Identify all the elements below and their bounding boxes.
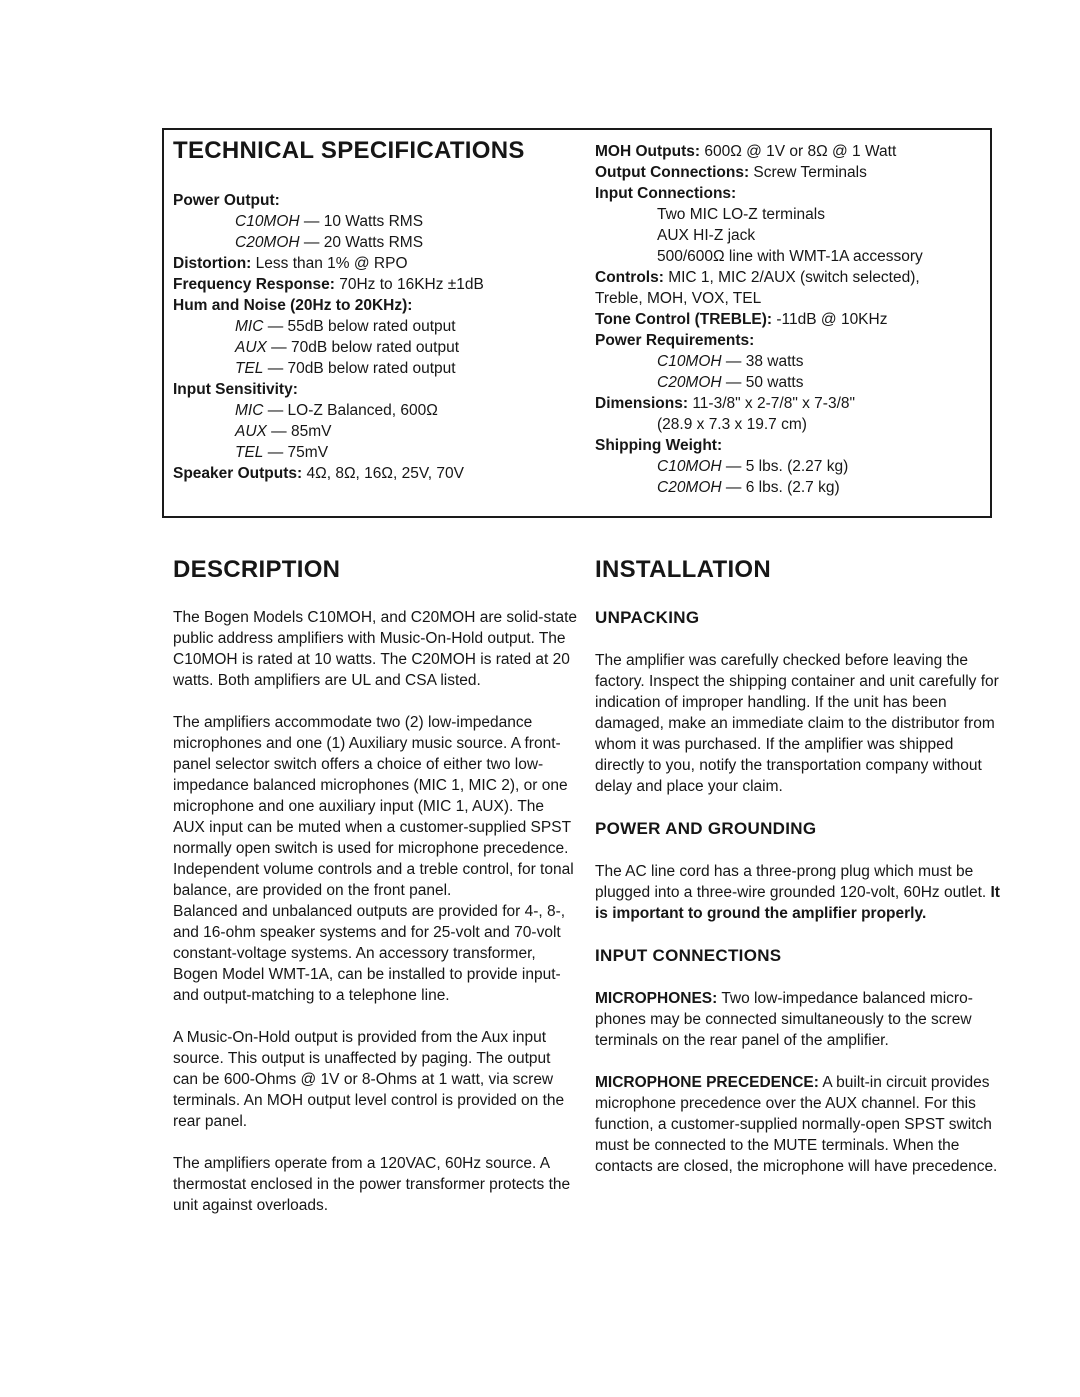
spec-line [173, 379, 573, 400]
spec-line [173, 316, 573, 337]
description-paragraph-3: Balanced and unbalanced outputs are provided for 4-, 8-, and 16-ohm speaker systems and for 25-volt and 70-volt constant-voltage systems. An accessory transformer, Bogen Model WMT-1A, can be installed to provide input- and output-matching to a telephone line. [173, 903, 566, 1004]
power-grounding-body: The AC line cord has a three-prong plug which must be plugged into a three-wire grounded 120-volt, 60Hz outlet. [595, 863, 991, 901]
spec-value: AUX HI-Z jack [657, 227, 756, 244]
spec-line [173, 358, 573, 379]
spec-line [595, 141, 990, 162]
spec-line [173, 442, 573, 463]
spec-line [173, 253, 573, 274]
spec-value: — 6 lbs. (2.7 kg) [721, 479, 840, 496]
spec-line [595, 246, 990, 267]
spec-line [595, 456, 990, 477]
spec-model: C10MOH [657, 353, 722, 370]
power-grounding-emphasis: It is important to ground the amplifier properly. [595, 884, 1000, 922]
microphones-label: MICROPHONES: [595, 990, 718, 1007]
spec-list-right [595, 141, 990, 498]
spec-model: C20MOH [657, 479, 722, 496]
spec-list-left [173, 190, 573, 484]
spec-value: Two MIC LO-Z terminals [657, 206, 825, 223]
spec-value: (28.9 x 7.3 x 19.7 cm) [657, 416, 807, 433]
spec-line [173, 400, 573, 421]
spec-model: TEL [235, 360, 264, 377]
spec-label: Output Connections: [595, 164, 750, 181]
spec-line [595, 162, 990, 183]
spec-model: MIC [235, 318, 264, 335]
spec-label: Tone Control (TREBLE): [595, 311, 773, 328]
spec-line [173, 295, 573, 316]
spec-value: 11-3/8" x 2-7/8" x 7-3/8" [688, 395, 856, 412]
spec-value: — 85mV [266, 423, 332, 440]
spec-value: — 38 watts [721, 353, 804, 370]
spec-value: — 10 Watts RMS [299, 213, 424, 230]
spec-model: C10MOH [235, 213, 300, 230]
input-connections-heading: INPUT CONNECTIONS [595, 946, 782, 965]
spec-label: Input Connections: [595, 185, 737, 202]
unpacking-text: The amplifier was carefully checked before leaving the factory. Inspect the shipping container and unit carefully for indication of improper handling. If the unit has been damaged, make an immediate claim to the distributor from whom it was purchased. If the amplifier was shipped directly to you, notify the transportation company without delay and place your claim. [595, 652, 999, 795]
description-paragraph-1: The Bogen Models C10MOH, and C20MOH are solid-state public address amplifiers with Music-On-Hold output. The C10MOH is rated at 10 watts. The C20MOH is rated at 20 watts. Both amplifiers are UL and CSA listed. [173, 609, 578, 689]
spec-value: Screw Terminals [749, 164, 867, 181]
spec-label: Hum and Noise (20Hz to 20KHz): [173, 297, 413, 314]
spec-line [173, 463, 573, 484]
spec-value: — 70dB below rated output [266, 339, 460, 356]
spec-label: Input Sensitivity: [173, 381, 298, 398]
power-grounding-heading: POWER AND GROUNDING [595, 819, 817, 838]
spec-model: C10MOH [657, 458, 722, 475]
spec-value: — 20 Watts RMS [299, 234, 424, 251]
spec-model: C20MOH [235, 234, 300, 251]
spec-line [173, 421, 573, 442]
spec-label: Shipping Weight: [595, 437, 723, 454]
description-section [173, 556, 578, 1216]
spec-value: — 75mV [263, 444, 329, 461]
specifications-heading: TECHNICAL SPECIFICATIONS [173, 137, 525, 164]
spec-line [595, 351, 990, 372]
microphones-text [595, 988, 1000, 1051]
spec-label: Controls: [595, 269, 664, 286]
spec-label: Speaker Outputs: [173, 465, 303, 482]
spec-value: — 70dB below rated output [263, 360, 456, 377]
spec-model: MIC [235, 402, 264, 419]
spec-value: Treble, MOH, VOX, TEL [595, 290, 762, 307]
spec-value: — 5 lbs. (2.27 kg) [721, 458, 849, 475]
spec-line [595, 309, 990, 330]
spec-line [595, 414, 990, 435]
description-paragraph-2: The amplifiers accommodate two (2) low-impedance microphones and one (1) Auxiliary music source. A front-panel selector switch offers a choice of either two low-impedance balanced microphones (MIC 1, MIC 2), or one microphone and one auxiliary input (MIC 1, AUX). The AUX input can be muted when a customer-supplied SPST normally open switch is used for microphone precedence. Independent volume controls and a treble control, for tonal balance, are provided on the front panel. [173, 714, 574, 899]
spec-value: 600Ω @ 1V or 8Ω @ 1 Watt [700, 143, 897, 160]
microphone-precedence-label: MICROPHONE PRECEDENCE: [595, 1074, 819, 1091]
spec-model: AUX [235, 423, 267, 440]
spec-line [595, 288, 990, 309]
spec-line [595, 330, 990, 351]
spec-line [595, 183, 990, 204]
spec-line [595, 477, 990, 498]
specifications-left-column [173, 137, 573, 484]
description-paragraph-5: The amplifiers operate from a 120VAC, 60Hz source. A thermostat enclosed in the power transformer protects the unit against overloads. [173, 1155, 571, 1214]
spec-line [595, 435, 990, 456]
unpacking-heading: UNPACKING [595, 608, 700, 627]
spec-line [173, 190, 573, 211]
spec-value: Less than 1% @ RPO [251, 255, 408, 272]
description-paragraph-4: A Music-On-Hold output is provided from the Aux input source. This output is unaffected by paging. The output can be 600-Ohms @ 1V or 8-Ohms at 1 watt, via screw terminals. An MOH output level control is provided on the rear panel. [173, 1029, 565, 1130]
spec-line [595, 372, 990, 393]
spec-line [595, 225, 990, 246]
spec-label: MOH Outputs: [595, 143, 701, 160]
spec-line [173, 274, 573, 295]
spec-line [173, 232, 573, 253]
spec-value: — LO-Z Balanced, 600Ω [263, 402, 438, 419]
spec-line [595, 267, 990, 288]
spec-label: Frequency Response: [173, 276, 335, 293]
power-grounding-text [595, 861, 1000, 924]
spec-label: Power Output: [173, 192, 280, 209]
description-heading: DESCRIPTION [173, 556, 341, 583]
spec-value: — 50 watts [721, 374, 804, 391]
spec-value: 70Hz to 16KHz ±1dB [334, 276, 484, 293]
spec-model: C20MOH [657, 374, 722, 391]
spec-value: 4Ω, 8Ω, 16Ω, 25V, 70V [302, 465, 464, 482]
spec-model: AUX [235, 339, 267, 356]
spec-value: — 55dB below rated output [263, 318, 456, 335]
spec-model: TEL [235, 444, 264, 461]
microphones-body: Two low-impedance balanced micro-phones may be connected simultaneously to the screw terminals on the rear panel of the amplifier. [595, 990, 973, 1049]
spec-value: -11dB @ 10KHz [772, 311, 888, 328]
spec-label: Distortion: [173, 255, 252, 272]
spec-line [173, 211, 573, 232]
spec-line [595, 393, 990, 414]
spec-value: MIC 1, MIC 2/AUX (switch selected), [663, 269, 920, 286]
spec-label: Power Requirements: [595, 332, 755, 349]
spec-value: 500/600Ω line with WMT-1A accessory [657, 248, 923, 265]
spec-line [595, 204, 990, 225]
microphone-precedence-text [595, 1072, 1000, 1177]
spec-label: Dimensions: [595, 395, 689, 412]
installation-section [595, 556, 1000, 1177]
installation-heading: INSTALLATION [595, 556, 772, 583]
microphone-precedence-body: A built-in circuit provides microphone precedence over the AUX channel. For this function, a customer-supplied normally-open SPST switch must be connected to the MUTE terminals. When the contacts are closed, the microphone will have precedence. [595, 1074, 998, 1175]
specifications-right-column [595, 141, 990, 498]
spec-line [173, 337, 573, 358]
